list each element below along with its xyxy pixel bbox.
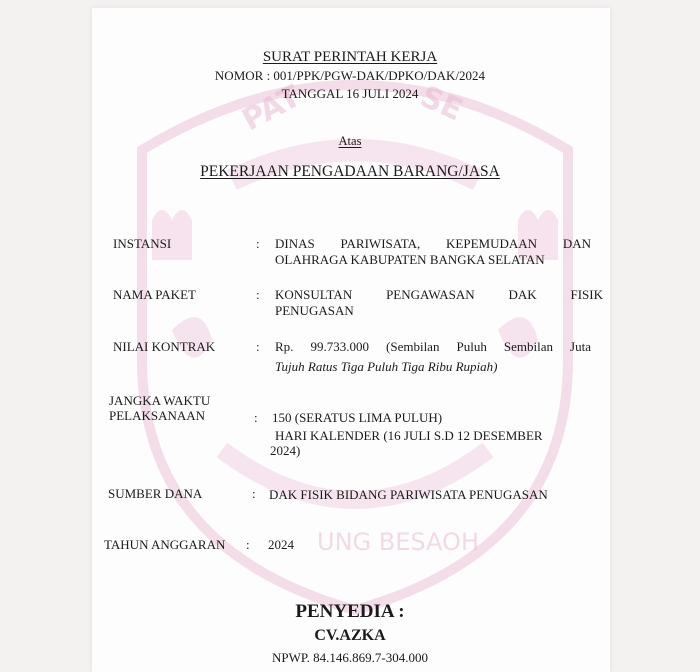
instansi-value-line1: DINAS PARIWISATA, KEPEMUDAAN DAN [275, 236, 591, 251]
svg-text:PAT: PAT [236, 78, 307, 139]
jangka-waktu-value-line2: HARI KALENDER (16 JULI S.D 12 DESEMBER [275, 428, 543, 443]
document-subject: PEKERJAAN PENGADAAN BARANG/JASA [200, 163, 500, 180]
instansi-value-line2: OLAHRAGA KABUPATEN BANGKA SELATAN [275, 252, 545, 267]
jangka-waktu-label-line1: JANGKA WAKTU [109, 393, 211, 408]
jangka-waktu-value-line1: 150 (SERATUS LIMA PULUH) [272, 410, 443, 425]
svg-text:UNG BESAOH: UNG BESAOH [317, 528, 479, 556]
document-title: SURAT PERINTAH KERJA [262, 49, 438, 65]
jangka-waktu-label-line2: PELAKSANAAN [109, 408, 206, 423]
document-number: NOMOR : 001/PPK/PGW-DAK/DPKO/DAK/2024 [214, 68, 486, 83]
svg-text:SE: SE [415, 79, 468, 129]
nama-paket-label: NAMA PAKET [113, 287, 196, 302]
jangka-waktu-value-line3: 2024) [270, 443, 301, 458]
nama-paket-value-line1: KONSULTAN PENGAWASAN DAK FISIK [275, 287, 603, 302]
tahun-anggaran-label: TAHUN ANGGARAN [104, 537, 226, 552]
tahun-anggaran-value: 2024 [268, 537, 294, 552]
sumber-dana-value: DAK FISIK BIDANG PARIWISATA PENUGASAN [269, 487, 548, 502]
penyedia-name: CV.AZKA [314, 627, 386, 644]
nilai-kontrak-value-line1: Rp. 99.733.000 (Sembilan Puluh Sembilan Juta [275, 339, 591, 354]
penyedia-npwp: NPWP. 84.146.869.7-304.000 [271, 650, 428, 665]
atas-label: Atas [338, 134, 362, 148]
nilai-kontrak-label: NILAI KONTRAK [113, 339, 216, 354]
colon: : [256, 236, 260, 251]
colon: : [256, 287, 260, 302]
penyedia-heading: PENYEDIA : [295, 601, 405, 622]
colon: : [252, 486, 256, 501]
document-date: TANGGAL 16 JULI 2024 [281, 86, 419, 101]
colon: : [256, 339, 260, 354]
nilai-kontrak-value-line2: Tujuh Ratus Tiga Puluh Tiga Ribu Rupiah) [275, 359, 498, 374]
nama-paket-value-line2: PENUGASAN [275, 303, 354, 318]
colon: : [254, 410, 258, 425]
instansi-label: INSTANSI [113, 236, 172, 251]
colon: : [246, 537, 250, 552]
sumber-dana-label: SUMBER DANA [108, 486, 203, 501]
